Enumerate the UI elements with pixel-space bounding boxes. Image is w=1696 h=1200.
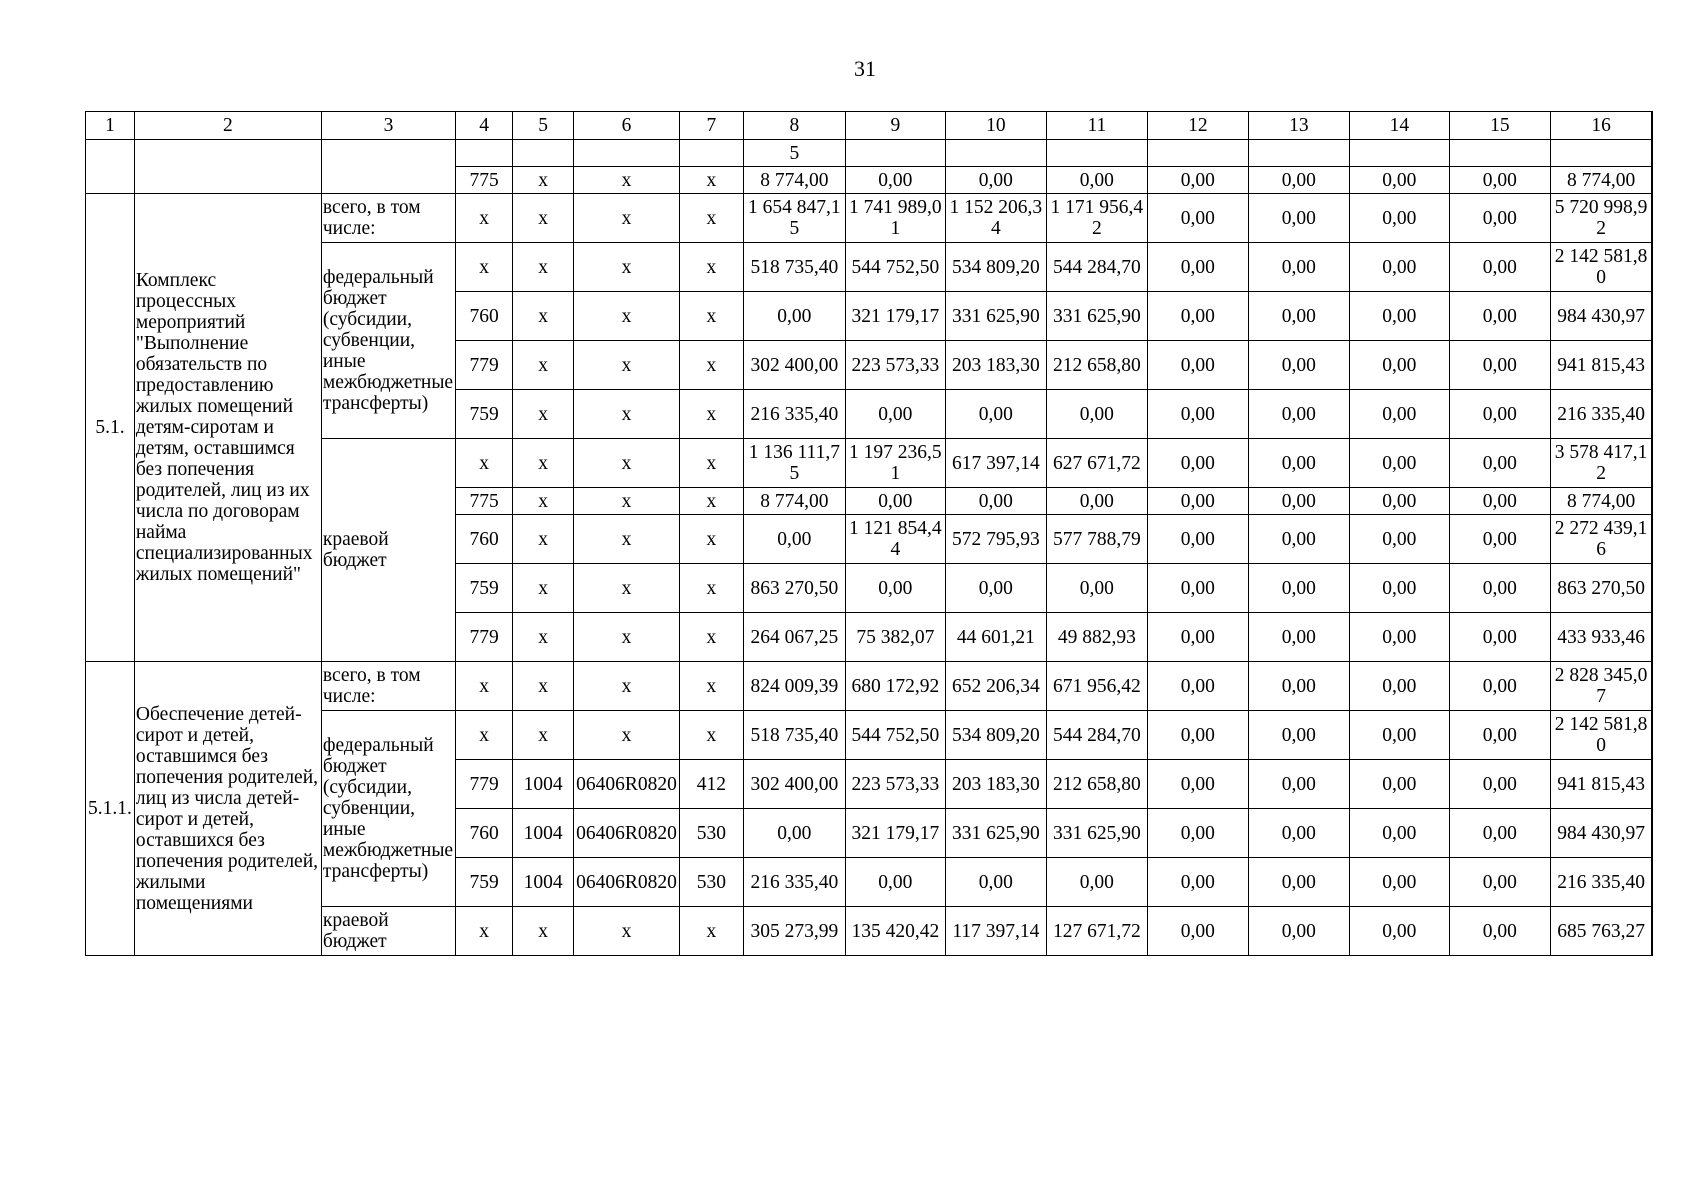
cell: x	[679, 662, 743, 711]
cell: 518 735,40	[743, 711, 845, 760]
cell: x	[513, 243, 574, 292]
cell: x	[679, 907, 743, 956]
cell: 8 774,00	[1550, 488, 1652, 515]
cell: 759	[456, 858, 513, 907]
cell: 0,00	[1449, 341, 1550, 390]
cell: 302 400,00	[743, 760, 845, 809]
cell: 44 601,21	[945, 613, 1046, 662]
header-cell: 3	[321, 112, 455, 140]
cell: x	[574, 613, 680, 662]
cell	[513, 140, 574, 167]
header-cell: 6	[574, 112, 680, 140]
cell: 302 400,00	[743, 341, 845, 390]
cell: 534 809,20	[945, 711, 1046, 760]
cell: 06406R0820	[574, 809, 680, 858]
cell: 2 828 345,07	[1550, 662, 1652, 711]
cell: x	[574, 390, 680, 439]
cell: 0,00	[743, 809, 845, 858]
cell: x	[679, 711, 743, 760]
cell: 2 272 439,16	[1550, 515, 1652, 564]
table-row	[86, 243, 1653, 292]
cell: 0,00	[1449, 243, 1550, 292]
cell: x	[513, 711, 574, 760]
cell: 331 625,90	[1046, 809, 1147, 858]
header-cell: 1	[86, 112, 135, 140]
cell: 544 284,70	[1046, 711, 1147, 760]
cell: 2 142 581,80	[1550, 243, 1652, 292]
cell: x	[574, 167, 680, 194]
cell: 1 654 847,15	[743, 194, 845, 243]
cell: x	[679, 390, 743, 439]
cell: 0,00	[1147, 809, 1248, 858]
cell: x	[574, 662, 680, 711]
cell: 1004	[513, 809, 574, 858]
header-cell: 16	[1550, 112, 1652, 140]
cell	[1449, 140, 1550, 167]
cell: 331 625,90	[945, 809, 1046, 858]
cell: 984 430,97	[1550, 292, 1652, 341]
cell: 127 671,72	[1046, 907, 1147, 956]
cell: x	[513, 662, 574, 711]
cell: x	[679, 292, 743, 341]
cell	[1349, 140, 1449, 167]
cell: 1 197 236,51	[845, 439, 945, 488]
cell: 305 273,99	[743, 907, 845, 956]
cell: 0,00	[1147, 613, 1248, 662]
cell: 0,00	[1147, 243, 1248, 292]
cell: 0,00	[1248, 515, 1349, 564]
cell: 321 179,17	[845, 292, 945, 341]
cell: 0,00	[743, 292, 845, 341]
cell: 0,00	[945, 390, 1046, 439]
cell: 680 172,92	[845, 662, 945, 711]
cell: 1 741 989,01	[845, 194, 945, 243]
header-cell: 13	[1248, 112, 1349, 140]
cell: 0,00	[1349, 194, 1449, 243]
cell: 0,00	[945, 564, 1046, 613]
cell: 1004	[513, 858, 574, 907]
cell: x	[574, 292, 680, 341]
cell: 0,00	[1449, 488, 1550, 515]
cell: 0,00	[1349, 907, 1449, 956]
cell: 1004	[513, 760, 574, 809]
cell: 0,00	[1248, 613, 1349, 662]
cell: x	[679, 167, 743, 194]
cell: x	[513, 488, 574, 515]
cell: 0,00	[1349, 390, 1449, 439]
cell: 0,00	[1349, 564, 1449, 613]
cell: 0,00	[1449, 515, 1550, 564]
cell: 0,00	[1349, 711, 1449, 760]
cell: x	[574, 515, 680, 564]
cell	[134, 140, 321, 194]
cell: 685 763,27	[1550, 907, 1652, 956]
cell	[86, 140, 135, 194]
cell: 0,00	[1046, 390, 1147, 439]
cell: 1 171 956,42	[1046, 194, 1147, 243]
cell: 0,00	[1248, 341, 1349, 390]
cell: 760	[456, 809, 513, 858]
cell: x	[679, 488, 743, 515]
cell: 0,00	[1046, 167, 1147, 194]
cell: 212 658,80	[1046, 760, 1147, 809]
budget-label-federal: федеральный бюджет (субсидии, субвенции, иные межбюджетные трансферты)	[321, 243, 455, 439]
cell	[1248, 140, 1349, 167]
header-cell: 15	[1449, 112, 1550, 140]
cell: 0,00	[1046, 858, 1147, 907]
table-row	[86, 711, 1653, 760]
cell: x	[513, 292, 574, 341]
cell: x	[679, 194, 743, 243]
cell: 0,00	[1449, 292, 1550, 341]
cell: 544 752,50	[845, 711, 945, 760]
cell: 534 809,20	[945, 243, 1046, 292]
cell: 0,00	[1449, 613, 1550, 662]
cell: 824 009,39	[743, 662, 845, 711]
cell: 0,00	[945, 488, 1046, 515]
cell: 760	[456, 515, 513, 564]
cell: 0,00	[1248, 662, 1349, 711]
cell: 0,00	[1349, 439, 1449, 488]
cell: x	[456, 662, 513, 711]
header-cell: 10	[945, 112, 1046, 140]
budget-label-total: всего, в том числе:	[321, 194, 455, 243]
cell: 0,00	[845, 488, 945, 515]
cell: 5	[743, 140, 845, 167]
cell: 775	[456, 167, 513, 194]
cell: x	[513, 613, 574, 662]
cell: 544 284,70	[1046, 243, 1147, 292]
cell: 216 335,40	[743, 858, 845, 907]
budget-label-total: всего, в том числе:	[321, 662, 455, 711]
table-body	[86, 140, 1653, 956]
section-name: Комплекс процессных мероприятий "Выполнение обязательств по предоставлению жилых помещений детям-сиротам и детям, оставшимся без попечения родителей, лиц из их числа по договорам найма специализированных жилых помещений"	[134, 194, 321, 662]
cell: 117 397,14	[945, 907, 1046, 956]
cell: 530	[679, 809, 743, 858]
cell: 2 142 581,80	[1550, 711, 1652, 760]
cell: 518 735,40	[743, 243, 845, 292]
cell: 0,00	[845, 167, 945, 194]
table-row	[86, 662, 1653, 711]
cell: 0,00	[1349, 858, 1449, 907]
cell: 264 067,25	[743, 613, 845, 662]
cell: 0,00	[1248, 194, 1349, 243]
cell: 0,00	[1147, 341, 1248, 390]
cell: 0,00	[1349, 515, 1449, 564]
cell: 577 788,79	[1046, 515, 1147, 564]
cell	[1550, 140, 1652, 167]
cell: 941 815,43	[1550, 341, 1652, 390]
cell: 0,00	[1147, 662, 1248, 711]
cell: 203 183,30	[945, 760, 1046, 809]
cell: 0,00	[1349, 760, 1449, 809]
cell	[1147, 140, 1248, 167]
cell: 0,00	[1248, 858, 1349, 907]
cell: 0,00	[1449, 194, 1550, 243]
cell: 216 335,40	[1550, 858, 1652, 907]
cell: x	[679, 613, 743, 662]
section-number: 5.1.1.	[86, 662, 135, 956]
cell: x	[574, 439, 680, 488]
cell: x	[513, 907, 574, 956]
cell: 0,00	[1449, 809, 1550, 858]
cell: 0,00	[1248, 760, 1349, 809]
section-number: 5.1.	[86, 194, 135, 662]
table-row	[86, 907, 1653, 956]
cell: 0,00	[1147, 390, 1248, 439]
cell: x	[679, 515, 743, 564]
cell: 0,00	[1147, 515, 1248, 564]
cell: 0,00	[1449, 564, 1550, 613]
cell	[456, 140, 513, 167]
cell: x	[574, 907, 680, 956]
budget-table-sheet	[85, 111, 1653, 956]
cell: 321 179,17	[845, 809, 945, 858]
cell	[679, 140, 743, 167]
cell	[945, 140, 1046, 167]
cell: x	[679, 564, 743, 613]
cell: 0,00	[945, 167, 1046, 194]
cell: 0,00	[1248, 243, 1349, 292]
cell	[321, 140, 455, 194]
cell: 863 270,50	[1550, 564, 1652, 613]
table-row	[86, 194, 1653, 243]
cell: 8 774,00	[743, 488, 845, 515]
cell: 0,00	[1147, 167, 1248, 194]
cell: x	[456, 711, 513, 760]
header-row	[86, 112, 1653, 140]
cell	[845, 140, 945, 167]
cell: 0,00	[1147, 292, 1248, 341]
cell: 0,00	[1248, 390, 1349, 439]
table-row	[86, 439, 1653, 488]
header-cell: 5	[513, 112, 574, 140]
cell: x	[456, 907, 513, 956]
cell: x	[513, 341, 574, 390]
cell: 0,00	[1147, 194, 1248, 243]
cell: 0,00	[1248, 907, 1349, 956]
cell	[574, 140, 680, 167]
budget-table	[85, 111, 1653, 956]
cell: 0,00	[1248, 167, 1349, 194]
cell: 0,00	[1248, 439, 1349, 488]
cell: 0,00	[1147, 488, 1248, 515]
cell: 759	[456, 564, 513, 613]
cell: 779	[456, 613, 513, 662]
header-cell: 14	[1349, 112, 1449, 140]
cell: 75 382,07	[845, 613, 945, 662]
cell: x	[456, 243, 513, 292]
cell: 0,00	[1349, 488, 1449, 515]
cell: 0,00	[1449, 167, 1550, 194]
cell: 0,00	[743, 515, 845, 564]
cell: 331 625,90	[1046, 292, 1147, 341]
cell: 331 625,90	[945, 292, 1046, 341]
cell: 203 183,30	[945, 341, 1046, 390]
cell: 863 270,50	[743, 564, 845, 613]
cell: 0,00	[1248, 711, 1349, 760]
budget-label-federal: федеральный бюджет (субсидии, субвенции, иные межбюджетные трансферты)	[321, 711, 455, 907]
cell: 0,00	[1248, 292, 1349, 341]
cell: 627 671,72	[1046, 439, 1147, 488]
budget-label-regional: краевой бюджет	[321, 907, 455, 956]
cell: 216 335,40	[743, 390, 845, 439]
cell: 0,00	[1147, 907, 1248, 956]
cell: 0,00	[1449, 760, 1550, 809]
cell: 0,00	[845, 390, 945, 439]
section-name: Обеспечение детей-сирот и детей, оставшимся без попечения родителей, лиц из числа детей-сирот и детей, оставшихся без попечения родителей, жилыми помещениями	[134, 662, 321, 956]
cell: 8 774,00	[743, 167, 845, 194]
cell: 0,00	[1147, 439, 1248, 488]
cell: x	[574, 243, 680, 292]
cell: x	[513, 515, 574, 564]
cell: 0,00	[1349, 662, 1449, 711]
cell: 652 206,34	[945, 662, 1046, 711]
cell: 760	[456, 292, 513, 341]
cell: x	[513, 194, 574, 243]
cell: 216 335,40	[1550, 390, 1652, 439]
cell: 617 397,14	[945, 439, 1046, 488]
page-number: 31	[854, 56, 876, 81]
cell: x	[513, 564, 574, 613]
cell: 0,00	[1449, 662, 1550, 711]
cell: 775	[456, 488, 513, 515]
cell: 779	[456, 760, 513, 809]
cell: 0,00	[1349, 341, 1449, 390]
cell	[1046, 140, 1147, 167]
cell: 0,00	[1449, 907, 1550, 956]
cell: 3 578 417,12	[1550, 439, 1652, 488]
cell: 0,00	[945, 858, 1046, 907]
header-cell: 4	[456, 112, 513, 140]
cell: 530	[679, 858, 743, 907]
cell: 0,00	[1046, 488, 1147, 515]
cell: 0,00	[1449, 390, 1550, 439]
cell: 223 573,33	[845, 341, 945, 390]
cell: 412	[679, 760, 743, 809]
cell: 1 152 206,34	[945, 194, 1046, 243]
table-row	[86, 140, 1653, 167]
cell: 759	[456, 390, 513, 439]
header-cell: 7	[679, 112, 743, 140]
cell: 671 956,42	[1046, 662, 1147, 711]
cell: x	[679, 439, 743, 488]
cell: 1 136 111,75	[743, 439, 845, 488]
cell: 0,00	[1046, 564, 1147, 613]
header-cell: 11	[1046, 112, 1147, 140]
cell: 223 573,33	[845, 760, 945, 809]
cell: x	[679, 341, 743, 390]
cell: 0,00	[1147, 564, 1248, 613]
header-cell: 9	[845, 112, 945, 140]
cell: 135 420,42	[845, 907, 945, 956]
cell: x	[456, 194, 513, 243]
cell: 544 752,50	[845, 243, 945, 292]
cell: x	[574, 341, 680, 390]
cell: x	[574, 711, 680, 760]
cell: x	[574, 488, 680, 515]
cell: 0,00	[1349, 243, 1449, 292]
cell: 0,00	[1147, 858, 1248, 907]
cell: 0,00	[1349, 613, 1449, 662]
cell: 5 720 998,92	[1550, 194, 1652, 243]
cell: 0,00	[1449, 439, 1550, 488]
cell: 984 430,97	[1550, 809, 1652, 858]
header-cell: 8	[743, 112, 845, 140]
cell: 06406R0820	[574, 760, 680, 809]
cell: 0,00	[1349, 809, 1449, 858]
cell: 0,00	[845, 564, 945, 613]
cell: 941 815,43	[1550, 760, 1652, 809]
cell: 0,00	[1248, 809, 1349, 858]
cell: x	[574, 564, 680, 613]
cell: x	[574, 194, 680, 243]
cell: 0,00	[1248, 564, 1349, 613]
cell: 0,00	[1248, 488, 1349, 515]
cell: x	[679, 243, 743, 292]
cell: 0,00	[1349, 292, 1449, 341]
cell: 0,00	[1449, 711, 1550, 760]
cell: x	[513, 439, 574, 488]
cell: 0,00	[1349, 167, 1449, 194]
cell: 8 774,00	[1550, 167, 1652, 194]
cell: x	[513, 167, 574, 194]
cell: 06406R0820	[574, 858, 680, 907]
cell: 212 658,80	[1046, 341, 1147, 390]
cell: 433 933,46	[1550, 613, 1652, 662]
header-cell: 2	[134, 112, 321, 140]
cell: x	[456, 439, 513, 488]
header-cell: 12	[1147, 112, 1248, 140]
cell: 572 795,93	[945, 515, 1046, 564]
cell: 0,00	[845, 858, 945, 907]
cell: 0,00	[1147, 760, 1248, 809]
budget-label-regional: краевой бюджет	[321, 439, 455, 662]
cell: x	[513, 390, 574, 439]
cell: 1 121 854,44	[845, 515, 945, 564]
cell: 49 882,93	[1046, 613, 1147, 662]
cell: 0,00	[1147, 711, 1248, 760]
cell: 0,00	[1449, 858, 1550, 907]
cell: 779	[456, 341, 513, 390]
